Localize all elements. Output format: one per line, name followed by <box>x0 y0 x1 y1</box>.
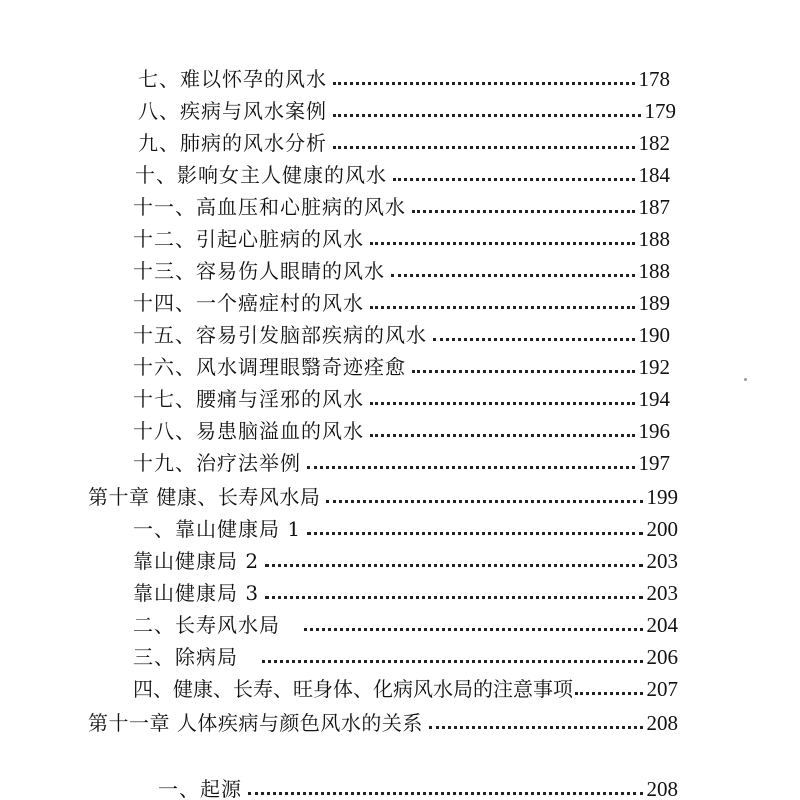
toc-entry <box>133 346 670 378</box>
dot-leader <box>370 434 635 437</box>
toc-entry <box>133 250 670 282</box>
toc-chapter-heading <box>88 476 678 508</box>
toc-entry-title: 四、健康、长寿、旺身体、化病风水局的注意事项 <box>133 677 573 701</box>
toc-entry <box>133 668 678 700</box>
dot-leader <box>333 114 641 117</box>
toc-entry <box>133 314 670 346</box>
toc-entry-title: 第十一章 人体疾病与颜色风水的关系 <box>88 711 423 735</box>
toc-entry <box>133 442 670 474</box>
toc-entry-page: 203 <box>646 549 678 573</box>
toc-entry-title: 八、疾病与风水案例 <box>138 99 327 123</box>
toc-entry <box>138 122 670 154</box>
toc-entry-partial <box>158 778 678 800</box>
toc-entry-page: 203 <box>646 581 678 605</box>
toc-entry <box>133 604 678 636</box>
toc-entry-title: 一、靠山健康局 1 <box>133 517 302 541</box>
toc-entry-page: 200 <box>646 517 678 541</box>
toc-entry <box>133 186 670 218</box>
toc-entry-page: 190 <box>638 323 670 347</box>
toc-entry <box>135 154 670 186</box>
toc-entry-page: 197 <box>638 451 670 475</box>
dot-leader <box>262 660 643 663</box>
toc-entry-page: 194 <box>638 387 670 411</box>
toc-entry-title: 十四、一个癌症村的风水 <box>133 291 364 315</box>
toc-entry <box>133 378 670 410</box>
scan-speck <box>744 378 747 381</box>
toc-entry <box>133 540 678 572</box>
dot-leader <box>429 726 643 729</box>
dot-leader <box>391 274 635 277</box>
toc-entry-page: 184 <box>638 163 670 187</box>
toc-entry <box>138 58 670 90</box>
dot-leader <box>433 338 635 341</box>
toc-entry <box>133 282 670 314</box>
toc-entry-page: 182 <box>638 131 670 155</box>
toc-entry <box>133 508 678 540</box>
toc-entry-title: 十六、风水调理眼翳奇迹痊愈 <box>133 355 406 379</box>
toc-entry-page: 192 <box>638 355 670 379</box>
toc-entry-title: 十一、高血压和心脏病的风水 <box>133 195 406 219</box>
dot-leader <box>248 792 643 795</box>
toc-entry-title: 靠山健康局 3 <box>133 581 260 605</box>
toc-entry-page: 207 <box>646 677 678 701</box>
dot-leader <box>412 210 635 213</box>
dot-leader <box>307 466 635 469</box>
toc-entry <box>133 572 678 604</box>
toc-entry <box>133 410 670 442</box>
dot-leader <box>393 178 635 181</box>
toc-entry-page: 179 <box>644 99 676 123</box>
toc-entry <box>133 218 670 250</box>
toc-entry-title: 靠山健康局 2 <box>133 549 260 573</box>
toc-entry <box>133 636 678 668</box>
dot-leader <box>370 402 635 405</box>
toc-entry-page: 204 <box>646 613 678 637</box>
dot-leader <box>326 500 642 503</box>
dot-leader <box>265 564 642 567</box>
toc-entry-page: 188 <box>638 227 670 251</box>
dot-leader <box>304 628 643 631</box>
dot-leader <box>265 596 642 599</box>
toc-entry-title: 十三、容易伤人眼睛的风水 <box>133 259 385 283</box>
toc-entry-title: 十七、腰痛与淫邪的风水 <box>133 387 364 411</box>
dot-leader <box>307 532 642 535</box>
dot-leader <box>370 242 635 245</box>
toc-entry-title: 第十章 健康、长寿风水局 <box>88 485 321 509</box>
toc-entry-title: 九、肺病的风水分析 <box>138 131 327 155</box>
toc-entry-page: 187 <box>638 195 670 219</box>
toc-entry-page: 196 <box>638 419 670 443</box>
toc-entry-title: 七、难以怀孕的风水 <box>138 67 327 91</box>
dot-leader <box>575 692 643 695</box>
toc-entry-title: 十、影响女主人健康的风水 <box>135 163 387 187</box>
toc-entry-page: 188 <box>638 259 670 283</box>
toc-entry-title: 十九、治疗法举例 <box>133 451 301 475</box>
toc-chapter-heading <box>88 702 678 734</box>
toc-entry-title: 三、除病局 <box>133 645 238 669</box>
dot-leader <box>333 146 635 149</box>
dot-leader <box>412 370 635 373</box>
toc-entry-page: 189 <box>638 291 670 315</box>
toc-entry-title: 十五、容易引发脑部疾病的风水 <box>133 323 427 347</box>
toc-entry-page: 206 <box>646 645 678 669</box>
toc-entry-title: 十八、易患脑溢血的风水 <box>133 419 364 443</box>
dot-leader <box>333 82 635 85</box>
toc-entry-page: 199 <box>646 485 678 509</box>
toc-entry-page: 178 <box>638 67 670 91</box>
dot-leader <box>370 306 635 309</box>
toc-entry-title: 十二、引起心脏病的风水 <box>133 227 364 251</box>
toc-entry-title: 一、起源 <box>158 778 242 800</box>
toc-entry-page: 208 <box>646 711 678 735</box>
toc-entry-title: 二、长寿风水局 <box>133 613 280 637</box>
toc-entry <box>138 90 676 122</box>
toc-entry-page: 208 <box>646 778 678 800</box>
